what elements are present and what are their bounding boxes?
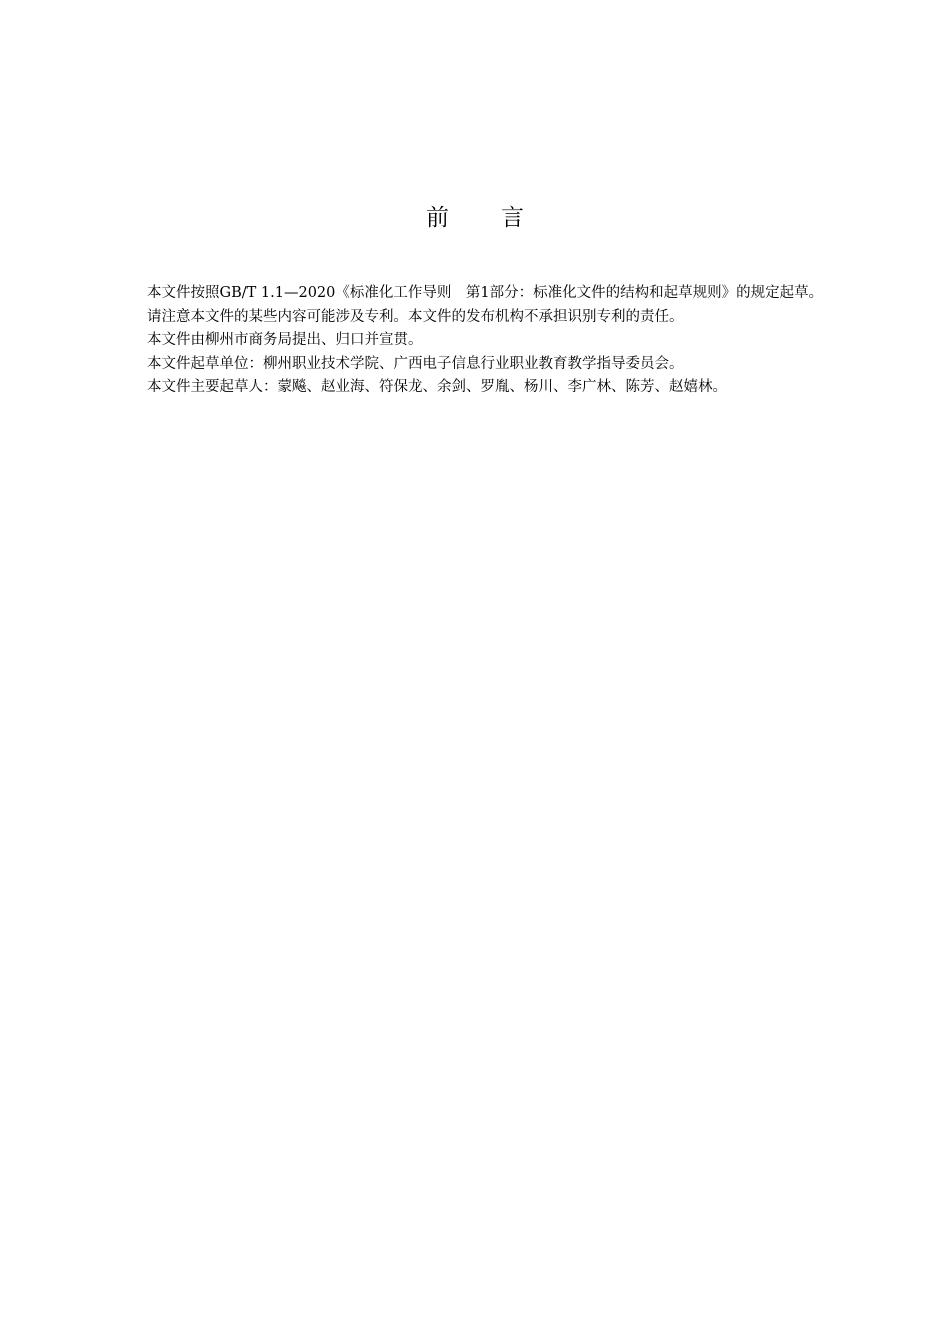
document-body [113,282,863,400]
paragraph-drafters: 本文件主要起草人：蒙飚、赵业海、符保龙、余剑、罗胤、杨川、李广林、陈芳、赵嬉林。 [147,379,727,396]
paragraph-drafting-units: 本文件起草单位：柳州职业技术学院、广西电子信息行业职业教育教学指导委员会。 [147,355,684,372]
paragraph-patent-notice: 请注意本文件的某些内容可能涉及专利。本文件的发布机构不承担识别专利的责任。 [147,308,684,325]
page-title: 前言 [426,205,576,231]
paragraph-drafting-basis: 本文件按照GB/T 1.1—2020《标准化工作导则 第1部分：标准化文件的结构和起草规则》的规定起草。 [147,285,824,301]
paragraph-proposer: 本文件由柳州市商务局提出、归口并宣贯。 [147,332,423,349]
